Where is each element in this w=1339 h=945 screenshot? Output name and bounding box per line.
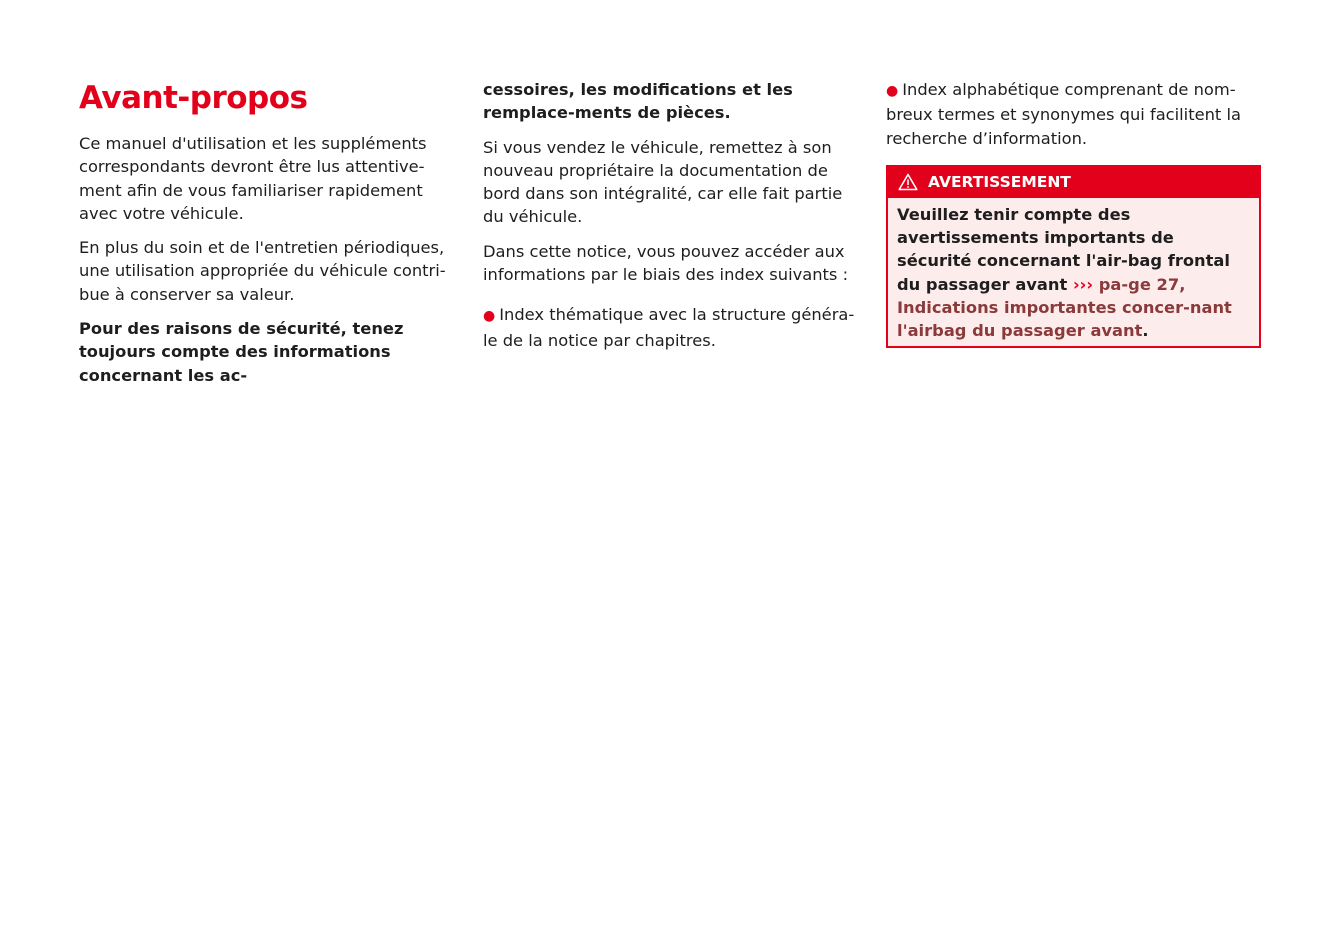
paragraph-indexes: Dans cette notice, vous pouvez accéder aux informations par le biais des index suivants : <box>483 241 849 285</box>
list-item-text: Index thématique avec la structure généra-le de la notice par chapitres. <box>483 305 855 350</box>
bullet-dot-icon: ● <box>886 83 899 99</box>
column-left <box>79 78 451 398</box>
paragraph-sale: Si vous vendez le véhicule, remettez à son nouveau propriétaire la documentation de bord dans son intégralité, car elle fait partie du véhicule. <box>483 137 843 227</box>
warning-text: Veuillez tenir compte des avertissements importants de sécurité concernant l'air-bag frontal du passager avant <box>897 204 1230 294</box>
list-item-thematic-index <box>483 303 855 352</box>
warning-box <box>886 165 1261 348</box>
page-reference: pa-ge 27 <box>1098 274 1180 294</box>
list-item-alphabetical-index <box>886 78 1261 150</box>
warning-triangle-icon <box>898 173 918 191</box>
column-right <box>886 78 1261 348</box>
list-item-text: Index alphabétique comprenant de nom-breux termes et synonymes qui facilitent la recherche d’information. <box>886 80 1241 148</box>
cross-reference-arrow-icon: ››› <box>1072 274 1094 294</box>
paragraph-safety-end: cessoires, les modifications et les remplace-ments de pièces. <box>483 80 793 123</box>
paragraph-intro: Ce manuel d'utilisation et les suppléments correspondants devront être lus attentive-ment afin de vous familiariser rapidement avec votre véhicule. <box>79 134 427 223</box>
warning-end: . <box>1142 321 1149 341</box>
column-middle <box>483 78 855 363</box>
paragraph-care: En plus du soin et de l'entretien périodiques, une utilisation appropriée du véhicule contri-bue à conserver sa valeur. <box>79 238 446 304</box>
page-title: Avant-propos <box>79 80 308 116</box>
bullet-dot-icon: ● <box>483 308 496 325</box>
warning-body <box>888 198 1259 346</box>
warning-heading: AVERTISSEMENT <box>928 172 1071 191</box>
paragraph-safety-start: Pour des raisons de sécurité, tenez toujours compte des informations concernant les ac- <box>79 319 404 385</box>
warning-header <box>888 167 1259 198</box>
reference-title: , Indications importantes concer-nant l'airbag du passager avant <box>897 274 1232 341</box>
